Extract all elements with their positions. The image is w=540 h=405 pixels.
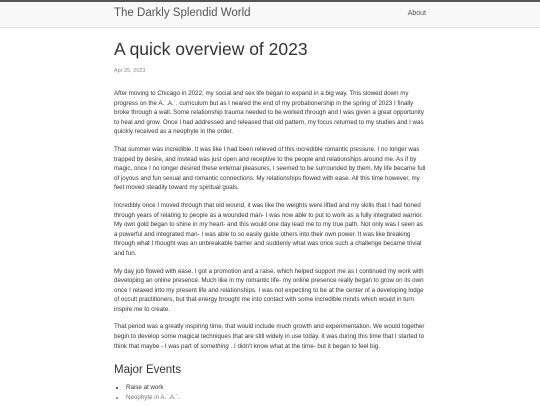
major-events-list — [114, 383, 428, 402]
emphasized-text: something — [200, 342, 229, 350]
post-paragraph-text: . I didn't know what at the time- but it began to feel big. — [228, 342, 381, 350]
list-item: • Raise at work — [126, 383, 428, 393]
post-paragraph: That summer was incredible. It was like I had been relieved of this incredible romantic pressure. I no longer was trapped by desire, and instead was just open and receptive to the people and relationships around me. As if by magic, once I no longer desired these external pleasures, I seemed to be surrounded by them. My life became full of joyous and fun sexual and romantic connections. My relationships flowed with ease. All this time however, my feet moved steadily toward my spiritual goals. — [114, 145, 426, 192]
major-events-heading: Major Events — [114, 364, 182, 377]
site-title-link[interactable]: The Darkly Splendid World — [114, 7, 251, 19]
post-paragraph: Incredibly once I moved through that old wound, it was like the weights were lifted and my skills that I had honed through years of relating to people as a wounded man- I was now able to put to work as a fully integrated warrior. My own gold began to shine in my heart- and this would one day lead me to my true path. Not only was I seen as a powerful and integrated man- I was able to so easily guide others into their own power. It was like breaking through what I thought was an unbreakable barrier and suddenly what was once such a challenge became trivial and fun. — [114, 201, 423, 257]
post-container — [114, 28, 428, 402]
post-paragraph: After moving to Chicago in 2022, my social and sex life began to expand in a big way. This slowed down my progress on the A.˙.A.˙. curriculum but as I neared the end of my probationership in the spring of 2023 I finally broke through a wall. Some relationship trauma needed to be worked through and I was given a great opportunity to heal and grow. Once I had addressed and released that old pattern, my focus returned to my studies and I was quickly received as a neophyte in the order. — [114, 90, 424, 136]
post-paragraph — [114, 322, 428, 351]
post-date: Apr 25, 2023 — [114, 68, 146, 74]
top-navbar — [0, 0, 540, 28]
post-paragraph: My day job flowed with ease. I got a promotion and a raise, which helped support me as I continued my work with developing an online presence. Much like in my romantic life- my online presence really began to grow on its own once I relaxed into my present life and relationships. I was not expecting to be at the center of a developing lodge of occult practitioners, but that energy brought me into contact with some incredible minds which would in turn inspire me to create. — [114, 267, 424, 313]
post-paragraph-text: That period was a greatly inspiring time, that would include much growth and experimentation. We would together begin to develop some magical techniques that are still widely in use today. It was during this time that I started to think that maybe - I was part of — [114, 323, 425, 350]
nav-link-about[interactable]: About — [407, 10, 426, 17]
list-item: • Neophyte in A.˙.A.˙. — [126, 393, 428, 403]
post-body — [114, 89, 428, 402]
post-title: A quick overview of 2023 — [114, 39, 308, 59]
